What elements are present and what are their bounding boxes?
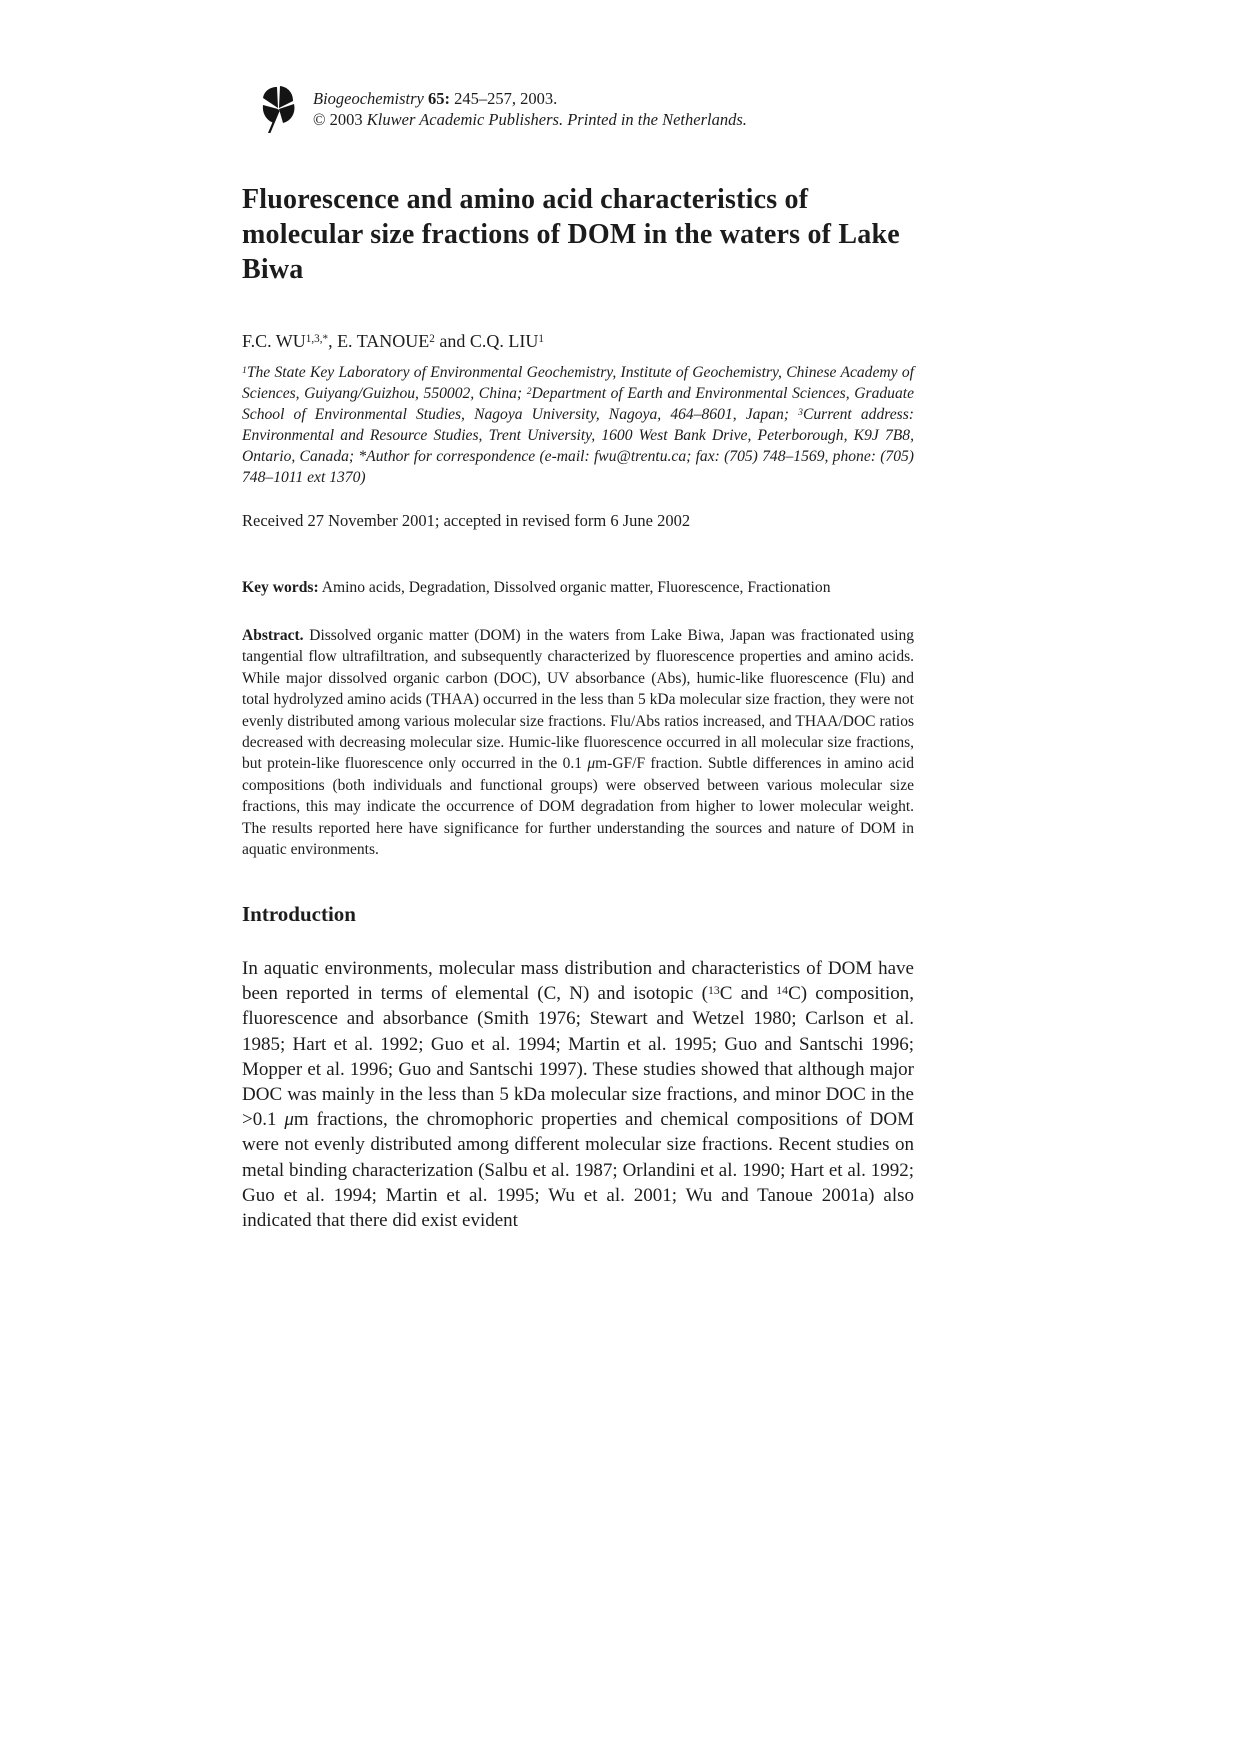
paper-title-line-2: molecular size fractions of DOM in the waters of Lake bbox=[242, 219, 900, 250]
journal-citation: Biogeochemistry 65: 245–257, 2003. bbox=[313, 89, 558, 108]
authors-line: F.C. $WU^{1,3,*}$, E. TANOUE$^2$ and C.Q. LIU$^1$ bbox=[242, 331, 544, 351]
paper-title-line-3: Biwa bbox=[242, 254, 304, 285]
section-heading-introduction: Introduction bbox=[242, 902, 356, 926]
publisher-logo-icon bbox=[260, 85, 296, 135]
paper-title bbox=[242, 182, 900, 287]
introduction-paragraph: In aquatic environments, molecular mass distribution and characteristics of DOM have been reported in terms of elemental (C, N) and isotopic ($^{13}$C and $^{14}$C) composition, fluorescence and absorbance (Smith 1976; Stewart and Wetzel 1980; Carlson et al. 1985; Hart et al. 1992; Guo et al. 1994; Martin et al. 1995; Guo and Santschi 1996; Mopper et al. 1996; Guo and Santschi 1997). These studies showed that although major DOC was mainly in the less than 5 kDa molecular size fractions, and minor DOC in the >0.1 μm fractions, the chromophoric properties and chemical compositions of DOM were not evenly distributed among different molecular size fractions. Recent studies on metal binding characterization (Salbu et al. 1987; Orlandini et al. 1990; Hart et al. 1992; Guo et al. 1994; Martin et al. 1995; Wu et al. 2001; Wu and Tanoue 2001a) also indicated that there did exist evident bbox=[242, 958, 915, 1232]
affiliations: $^1$The State Key Laboratory of Environmental Geochemistry, Institute of Geochemistry, Chinese Academy of Sciences, Guiyang/Guizhou, 550002, China; $^2$Department of Earth and Environmental Sciences, Graduate School of Environmental Studies, Nagoya University, Nagoya, 464–8601, Japan; $^3$Current address: Environmental and Resource Studies, Trent University, 1600 West Bank Drive, Peterborough, K9J 7B8, Ontario, Canada; *Author for correspondence (e-mail: fwu@trentu.ca; fax: (705) 748–1569, phone: (705) 748–1011 ext 1370) bbox=[242, 364, 915, 486]
keywords-line: Key words: Amino acids, Degradation, Dissolved organic matter, Fluorescence, Fractionation bbox=[242, 579, 831, 596]
abstract-paragraph: Abstract. Dissolved organic matter (DOM) in the waters from Lake Biwa, Japan was fractionated using tangential flow ultrafiltration, and subsequently characterized by fluorescence properties and amino acids. While major dissolved organic carbon (DOC), UV absorbance (Abs), humic-like fluorescence (Flu) and total hydrolyzed amino acids (THAA) occurred in the less than 5 kDa molecular size fraction, they were not evenly distributed among various molecular size fractions. Flu/Abs ratios increased, and THAA/DOC ratios decreased with decreasing molecular size. Humic-like fluorescence occurred in all molecular size fractions, but protein-like fluorescence only occurred in the 0.1 μm-GF/F fraction. Subtle differences in amino acid compositions (both individuals and functional groups) were observed between various molecular size fractions, this may indicate the occurrence of DOM degradation from higher to lower molecular weight. The results reported here have significance for further understanding the sources and nature of DOM in aquatic environments. bbox=[242, 627, 914, 859]
journal-header bbox=[313, 88, 747, 130]
received-line: Received 27 November 2001; accepted in revised form 6 June 2002 bbox=[242, 511, 691, 530]
copyright-notice: © 2003 Kluwer Academic Publishers. Printed in the Netherlands. bbox=[313, 110, 747, 129]
paper-title-line-1: Fluorescence and amino acid characteristics of bbox=[242, 184, 809, 215]
